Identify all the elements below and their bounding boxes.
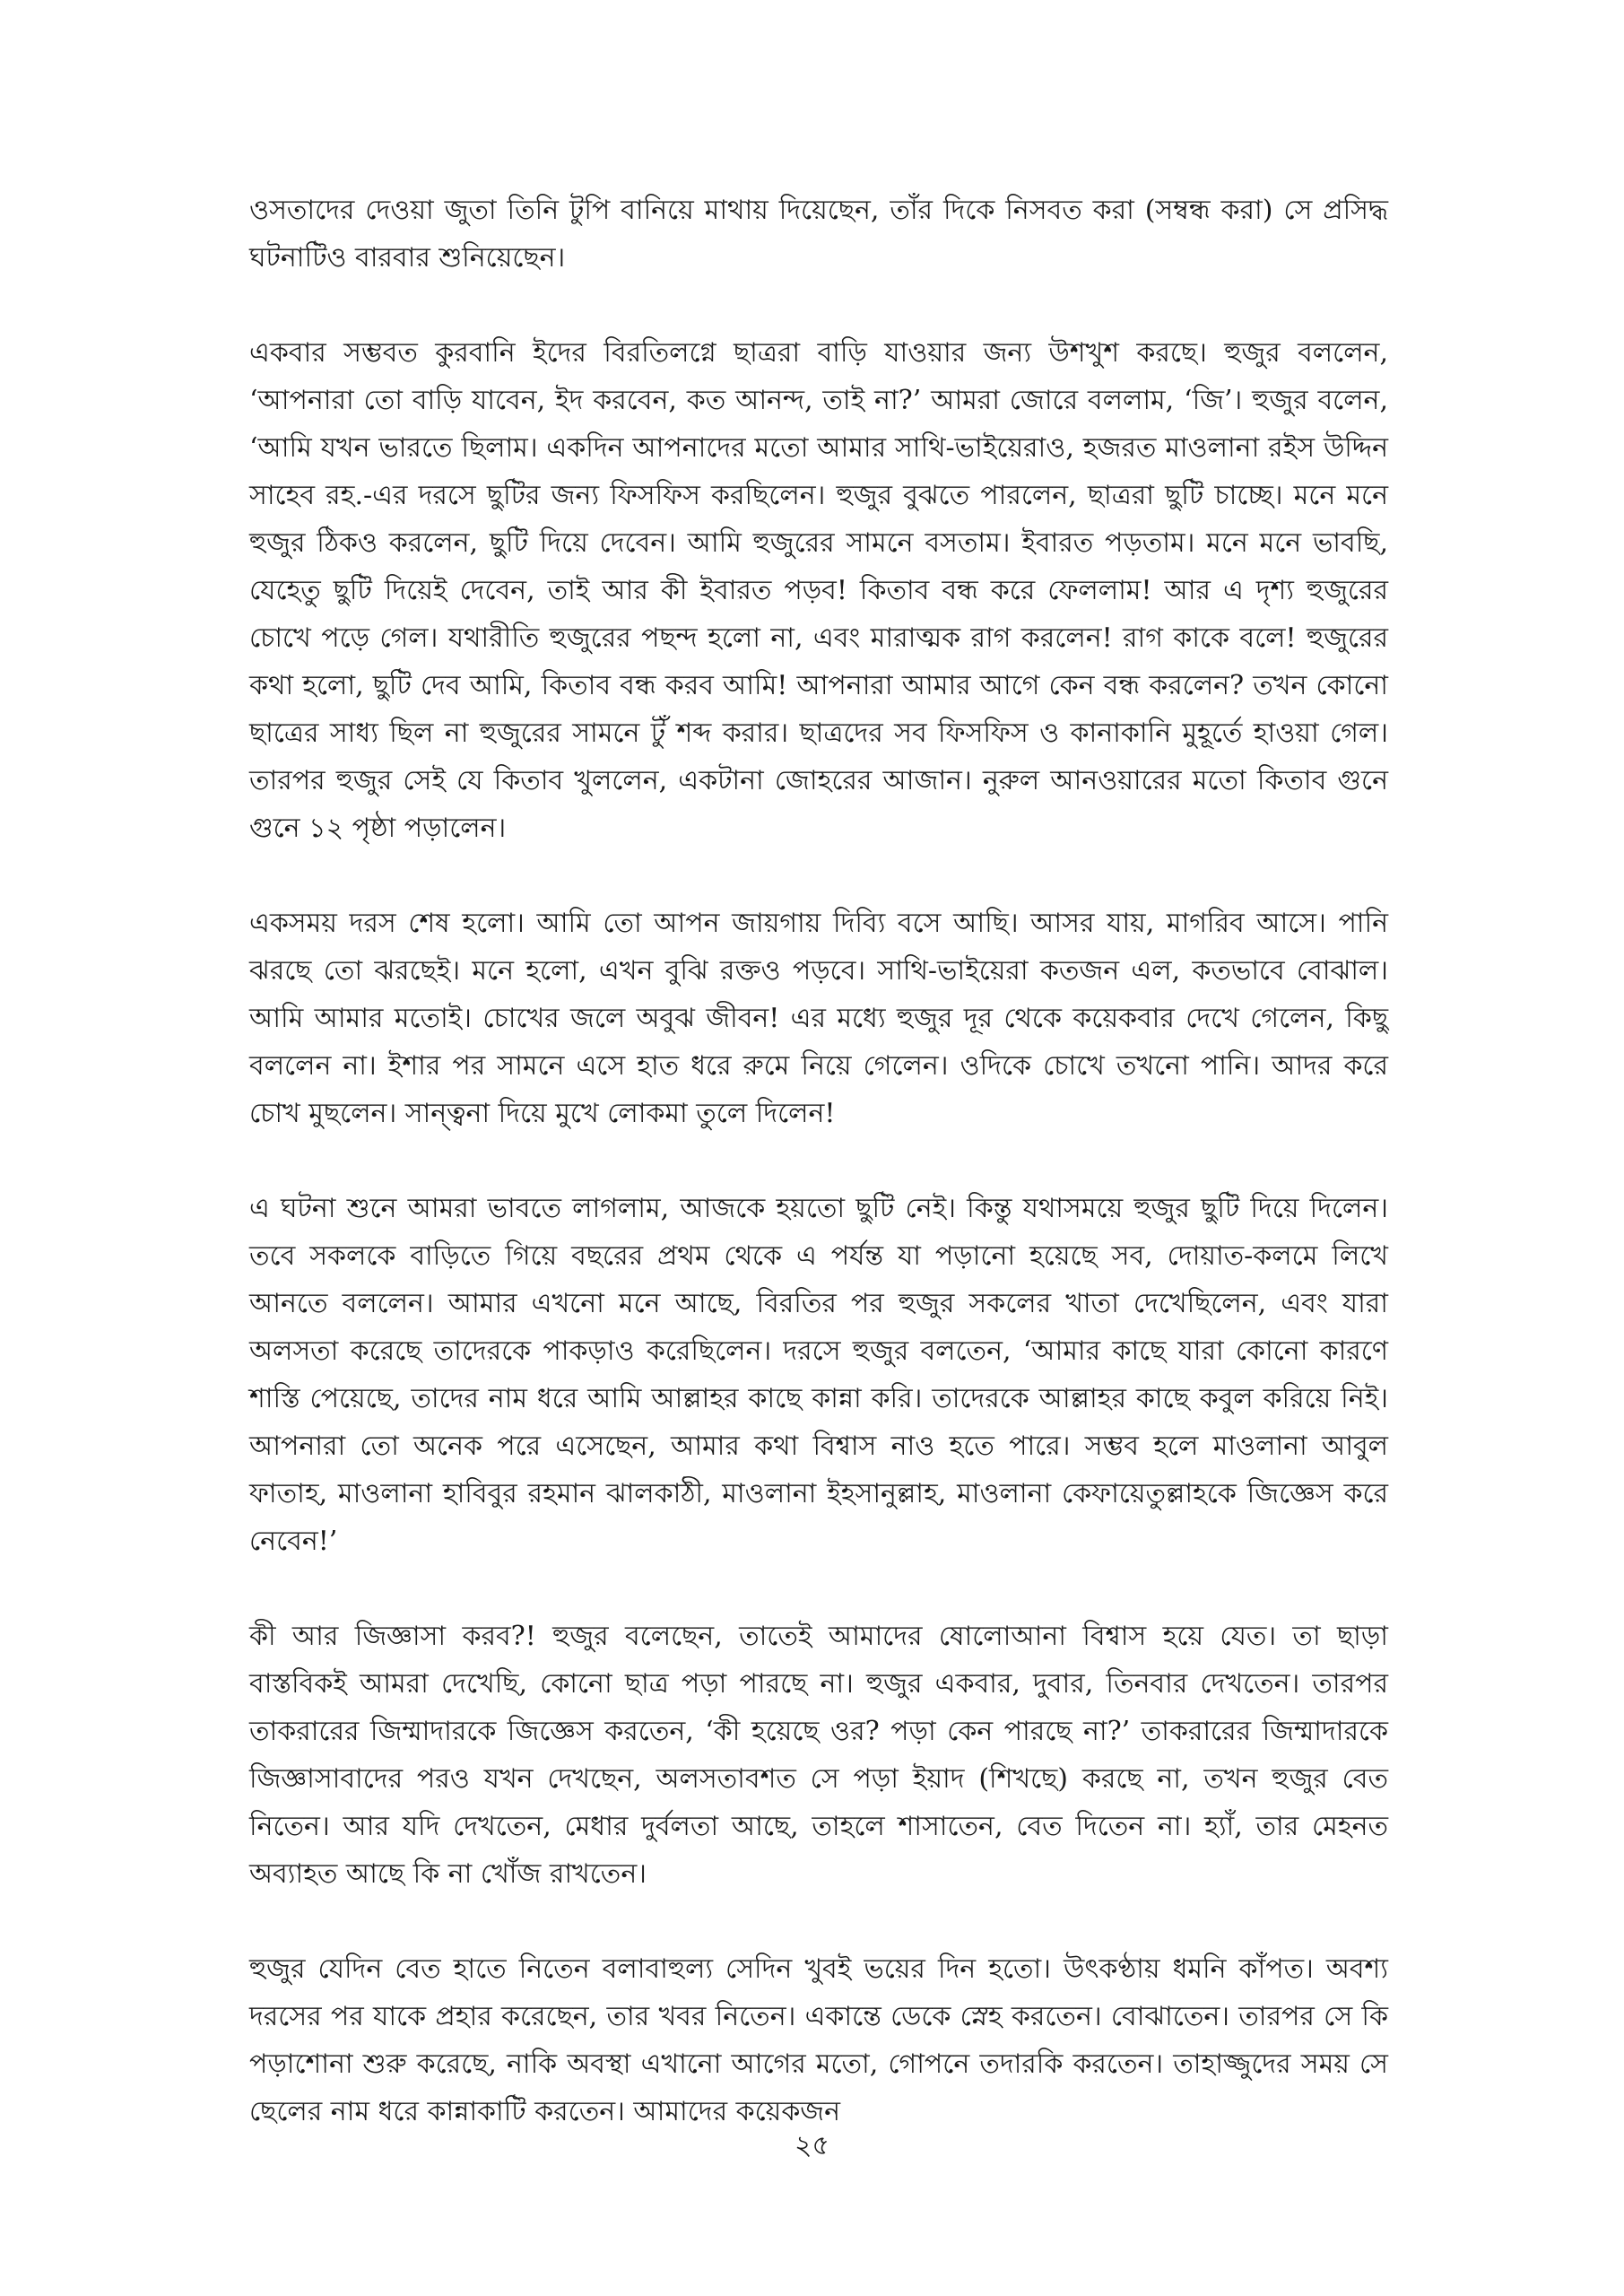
paragraph-6: হুজুর যেদিন বেত হাতে নিতেন বলাবাহুল্য সেদিন খুবই ভয়ের দিন হতো। উৎকণ্ঠায় ধমনি কাঁপত। অবশ্য দরসের পর যাকে প্রহার করেছেন, তার খবর নিতেন। একান্তে ডেকে স্নেহ করতেন। বোঝাতেন। তারপর সে কি পড়াশোনা শুরু করেছে, নাকি অবস্থা এখানো আগের মতো, গোপনে তদারকি করতেন। তাহাজ্জুদের সময় সে ছেলের নাম ধরে কান্নাকাটি করতেন। আমাদের কয়েকজন: [249, 1953, 1388, 2127]
paragraph-5: কী আর জিজ্ঞাসা করব?! হুজুর বলেছেন, তাতেই আমাদের ষোলোআনা বিশ্বাস হয়ে যেত। তা ছাড়া বাস্তবিকই আমরা দেখেছি, কোনো ছাত্র পড়া পারছে না। হুজুর একবার, দুবার, তিনবার দেখতেন। তারপর তাকরারের জিম্মাদারকে জিজ্ঞেস করতেন, ‘কী হয়েছে ওর? পড়া কেন পারছে না?’ তাকরারের জিম্মাদারকে জিজ্ঞাসাবাদের পরও যখন দেখছেন, অলসতাবশত সে পড়া ইয়াদ (শিখছে) করছে না, তখন হুজুর বেত নিতেন। আর যদি দেখতেন, মেধার দুর্বলতা আছে, তাহলে শাসাতেন, বেত দিতেন না। হ্যাঁ, তার মেহনত অব্যাহত আছে কি না খোঁজ রাখতেন।: [249, 1621, 1388, 1890]
paragraph-2: একবার সম্ভবত কুরবানি ইদের বিরতিলগ্নে ছাত্ররা বাড়ি যাওয়ার জন্য উশখুশ করছে। হুজুর বললেন, ‘আপনারা তো বাড়ি যাবেন, ইদ করবেন, কত আনন্দ, তাই না?’ আমরা জোরে বললাম, ‘জি’। হুজুর বলেন, ‘আমি যখন ভারতে ছিলাম। একদিন আপনাদের মতো আমার সাথি-ভাইয়েরাও, হজরত মাওলানা রইস উদ্দিন সাহেব রহ.-এর দরসে ছুটির জন্য ফিসফিস করছিলেন। হুজুর বুঝতে পারলেন, ছাত্ররা ছুটি চাচ্ছে। মনে মনে হুজুর ঠিকও করলেন, ছুটি দিয়ে দেবেন। আমি হুজুরের সামনে বসতাম। ইবারত পড়তাম। মনে মনে ভাবছি, যেহেতু ছুটি দিয়েই দেবেন, তাই আর কী ইবারত পড়ব! কিতাব বন্ধ করে ফেললাম! আর এ দৃশ্য হুজুরের চোখে পড়ে গেল। যথারীতি হুজুরের পছন্দ হলো না, এবং মারাত্মক রাগ করলেন! রাগ কাকে বলে! হুজুরের কথা হলো, ছুটি দেব আমি, কিতাব বন্ধ করব আমি! আপনারা আমার আগে কেন বন্ধ করলেন? তখন কোনো ছাত্রের সাধ্য ছিল না হুজুরের সামনে টুঁ শব্দ করার। ছাত্রদের সব ফিসফিস ও কানাকানি মুহূর্তে হাওয়া গেল। তারপর হুজুর সেই যে কিতাব খুললেন, একটানা জোহরের আজান। নুরুল আনওয়ারের মতো কিতাব গুনে গুনে ১২ পৃষ্ঠা পড়ালেন।: [249, 337, 1388, 844]
paragraph-1: ওসতাদের দেওয়া জুতা তিনি টুপি বানিয়ে মাথায় দিয়েছেন, তাঁর দিকে নিসবত করা (সম্বন্ধ করা) সে প্রসিদ্ধ ঘটনাটিও বারবার শুনিয়েছেন।: [249, 195, 1388, 274]
page-body: [249, 187, 1388, 2183]
paragraph-3: একসময় দরস শেষ হলো। আমি তো আপন জায়গায় দিব্যি বসে আছি। আসর যায়, মাগরিব আসে। পানি ঝরছে তো ঝরছেই। মনে হলো, এখন বুঝি রক্তও পড়বে। সাথি-ভাইয়েরা কতজন এল, কতভাবে বোঝাল। আমি আমার মতোই। চোখের জলে অবুঝ জীবন! এর মধ্যে হুজুর দূর থেকে কয়েকবার দেখে গেলেন, কিছু বললেন না। ইশার পর সামনে এসে হাত ধরে রুমে নিয়ে গেলেন। ওদিকে চোখে তখনো পানি। আদর করে চোখ মুছলেন। সান্ত্বনা দিয়ে মুখে লোকমা তুলে দিলেন!: [249, 908, 1388, 1129]
page-number: ২৫: [795, 2130, 829, 2161]
paragraph-4: এ ঘটনা শুনে আমরা ভাবতে লাগলাম, আজকে হয়তো ছুটি নেই। কিন্তু যথাসময়ে হুজুর ছুটি দিয়ে দিলেন। তবে সকলকে বাড়িতে গিয়ে বছরের প্রথম থেকে এ পর্যন্ত যা পড়ানো হয়েছে সব, দোয়াত-কলমে লিখে আনতে বললেন। আমার এখনো মনে আছে, বিরতির পর হুজুর সকলের খাতা দেখেছিলেন, এবং যারা অলসতা করেছে তাদেরকে পাকড়াও করেছিলেন। দরসে হুজুর বলতেন, ‘আমার কাছে যারা কোনো কারণে শাস্তি পেয়েছে, তাদের নাম ধরে আমি আল্লাহর কাছে কান্না করি। তাদেরকে আল্লাহর কাছে কবুল করিয়ে নিই। আপনারা তো অনেক পরে এসেছেন, আমার কথা বিশ্বাস নাও হতে পারে। সম্ভব হলে মাওলানা আবুল ফাতাহ, মাওলানা হাবিবুর রহমান ঝালকাঠী, মাওলানা ইহসানুল্লাহ, মাওলানা কেফায়েতুল্লাহকে জিজ্ঞেস করে নেবেন!’: [249, 1193, 1388, 1557]
